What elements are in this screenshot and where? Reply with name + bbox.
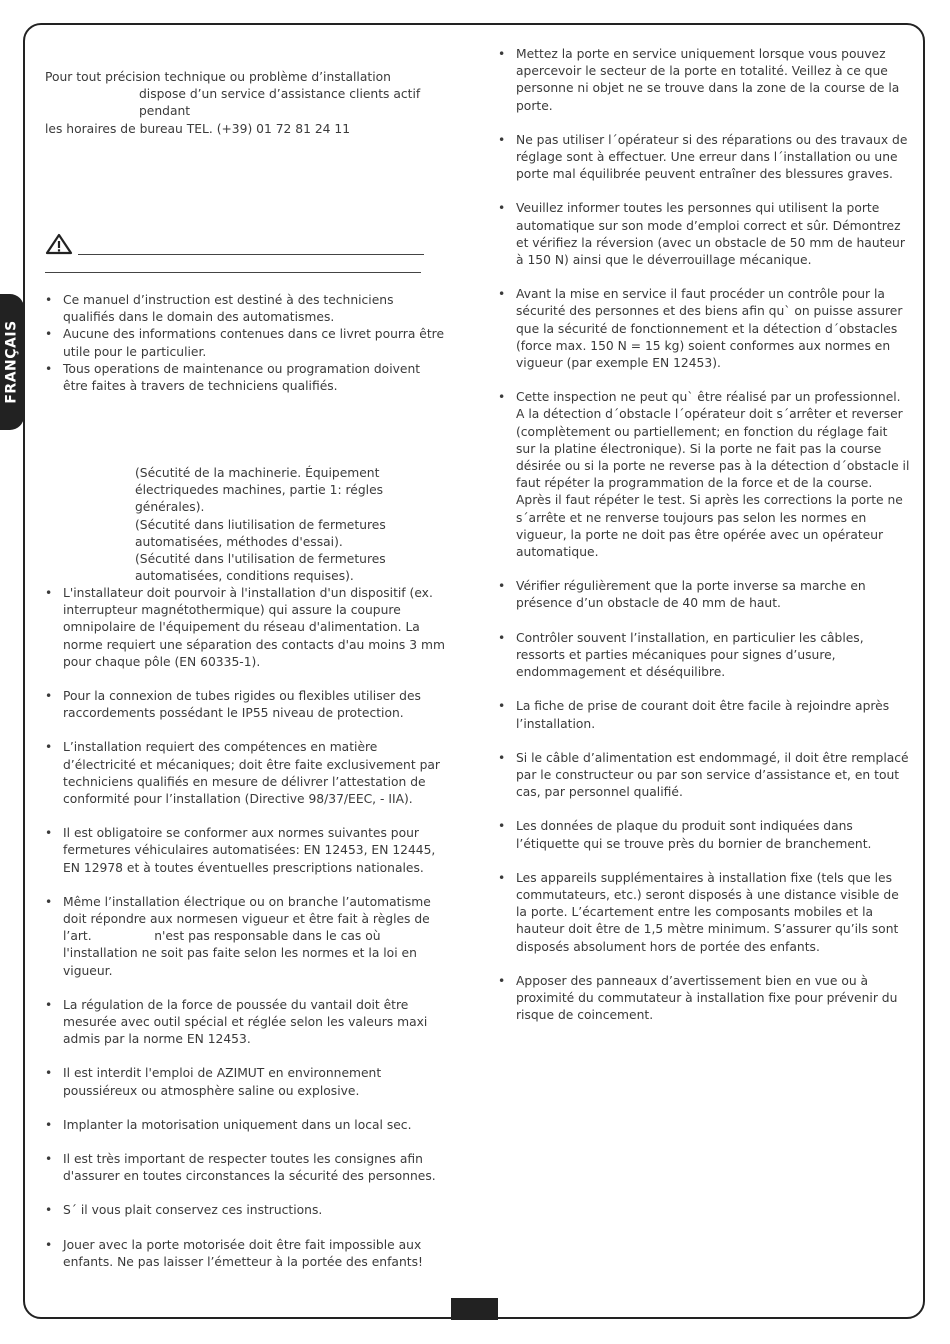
- qualification-list: [45, 292, 445, 395]
- intro-line-1: Pour tout précision technique ou problème d’installation: [45, 70, 391, 84]
- safety-list: [498, 46, 910, 1041]
- list-item: • Avant la mise en service il faut procéder un contrôle pour la sécurité des personnes et des biens afin qu` on puisse assurer que la sécurité de fonctionnement et la détection d´obstacles (force max. 150 N = 15 kg) soient conformes aux normes en vigueur (par exemple EN 12453).: [498, 286, 910, 372]
- list-item: • Mettez la porte en service uniquement lorsque vous pouvez apercevoir le secteur de la porte en totalité. Veillez à ce que personne ni objet ne se trouve dans la zone de la course de la porte.: [498, 46, 910, 115]
- list-item: • Aucune des informations contenues dans ce livret pourra être utile pour le particulier.: [45, 326, 445, 360]
- intro-line-2: dispose d’un service d’assistance clients actif pendant: [139, 87, 421, 119]
- list-item: • La régulation de la force de poussée du vantail doit être mesurée avec outil spécial et réglée selon les valeurs maxi admis par la norme EN 12453.: [45, 997, 445, 1049]
- list-item: • Pour la connexion de tubes rigides ou flexibles utiliser des raccordements possédant le IP55 niveau de protection.: [45, 688, 445, 722]
- list-item: • Vérifier régulièrement que la porte inverse sa marche en présence d’un obstacle de 40 mm de haut.: [498, 578, 910, 612]
- language-tab-label: FRANÇAIS: [4, 320, 21, 404]
- intro-line-3: les horaires de bureau TEL. (+39) 01 72 81 24 11: [45, 121, 351, 136]
- warning-rule-top: [78, 254, 424, 255]
- list-item: • Apposer des panneaux d’avertissement bien en vue ou à proximité du commutateur à installation fixe pour prévenir du risque de coincement.: [498, 973, 910, 1025]
- page-number-box: [451, 1298, 498, 1320]
- warning-rule-bottom: [45, 272, 421, 273]
- list-item: • Les données de plaque du produit sont indiquées dans l’étiquette qui se trouve près du bornier de branchement.: [498, 818, 910, 852]
- list-item: • L’installation requiert des compétences en matière d’électricité et mécaniques; doit être faite exclusivement par techniciens qualifiés en mesure de délivrer l’attestation de conformité pour l’installation (Directive 98/37/EEC, - IIA).: [45, 739, 445, 808]
- list-item: • Ne pas utiliser l´opérateur si des réparations ou des travaux de réglage sont à effectuer. Une erreur dans l´installation ou une porte mal équilibrée peuvent entraîner des blessures graves.: [498, 132, 910, 184]
- list-item: • Contrôler souvent l’installation, en particulier les câbles, ressorts et parties mécaniques pour signes d’usure, endommagement et déséquilibre.: [498, 630, 910, 682]
- list-item: • Tous operations de maintenance ou programation doivent être faites à travers de techniciens qualifiés.: [45, 361, 445, 395]
- norms-list: [135, 465, 450, 585]
- list-item: • Implanter la motorisation uniquement dans un local sec.: [45, 1117, 445, 1134]
- installation-list: [45, 585, 445, 1288]
- list-item: • Les appareils supplémentaires à installation fixe (tels que les commutateurs, etc.) seront disposés à une distance visible de la porte. L’écartement entre les composants mobiles et la hauteur doit être de 1,5 mètre minimum. S’assurer qu’ils sont disposés absolument hors de portée des enfants.: [498, 870, 910, 956]
- norm-item: (Sécutité dans l'utilisation de fermetures automatisées, conditions requises).: [135, 552, 386, 584]
- list-item: • Il est interdit l'emploi de AZIMUT en environnement poussiéreux ou atmosphère saline ou explosive.: [45, 1065, 445, 1099]
- norm-item: (Sécutité dans liutilisation de fermetures automatisées, méthodes d'essai).: [135, 517, 386, 549]
- language-tab-label-wrap: [0, 294, 24, 430]
- list-item: • La fiche de prise de courant doit être facile à rejoindre après l’installation.: [498, 698, 910, 732]
- list-item: • Si le câble d’alimentation est endommagé, il doit être remplacé par le constructeur ou par son service d’assistance et, en tout cas, par personnel qualifié.: [498, 750, 910, 802]
- list-item: • Même l’installation électrique ou on branche l’automatisme doit répondre aux normesen vigueur et être fait à règles de l’art. n'est pas responsable dans le cas où l'installation ne soit pas faite selon les normes et la loi en vigueur.: [45, 894, 445, 980]
- list-item: • S´ il vous plait conservez ces instructions.: [45, 1202, 445, 1219]
- list-item: • Il est très important de respecter toutes les consignes afin d'assurer en toutes circonstances la sécurité des personnes.: [45, 1151, 445, 1185]
- list-item: • Ce manuel d’instruction est destiné à des techniciens qualifiés dans le domain des automatismes.: [45, 292, 445, 326]
- list-item: • Il est obligatoire se conformer aux normes suivantes pour fermetures véhiculaires automatisées: EN 12453, EN 12445, EN 12978 et à toutes éventuelles prescriptions nationales.: [45, 825, 445, 877]
- list-item: • Veuillez informer toutes les personnes qui utilisent la porte automatique sur son mode d’emploi correct et sûr. Démontrez et vérifiez la réversion (avec un obstacle de 50 mm de hauteur à 150 N) ainsi que le déverrouillage mécanique.: [498, 200, 910, 269]
- list-item: • Cette inspection ne peut qu` être réalisé par un professionnel. A la détection d´obstacle l´opérateur doit s´arrêter et reverser (complètement ou partiellement; en fonction du réglage fait sur la platine électronique). Si la porte ne fait pas la course désirée ou si la porte ne reverse pas à la détection d´obstacle il faut répéter la programmation de la force et de la course. Après il faut répéter le test. Si après les corrections la porte ne s´arrête et ne renverse toujours pas selon les normes en vigueur, la porte ne doit pas être opérée avec un opérateur automatique.: [498, 389, 910, 561]
- intro-paragraph: [45, 69, 445, 138]
- norm-item: (Sécutité de la machinerie. Équipement électriquedes machines, partie 1: régles générales).: [135, 466, 384, 515]
- warning-triangle-icon: [45, 233, 73, 255]
- list-item: • L'installateur doit pourvoir à l'installation d'un dispositif (ex. interrupteur magnétothermique) qui assure la coupure omnipolaire de l'équipement du réseau d'alimentation. La norme requiert une séparation des contacts d'au moins 3 mm pour chaque pôle (EN 60335-1).: [45, 585, 445, 671]
- list-item: • Jouer avec la porte motorisée doit être fait impossible aux enfants. Ne pas laisser l’émetteur à la portée des enfants!: [45, 1237, 445, 1271]
